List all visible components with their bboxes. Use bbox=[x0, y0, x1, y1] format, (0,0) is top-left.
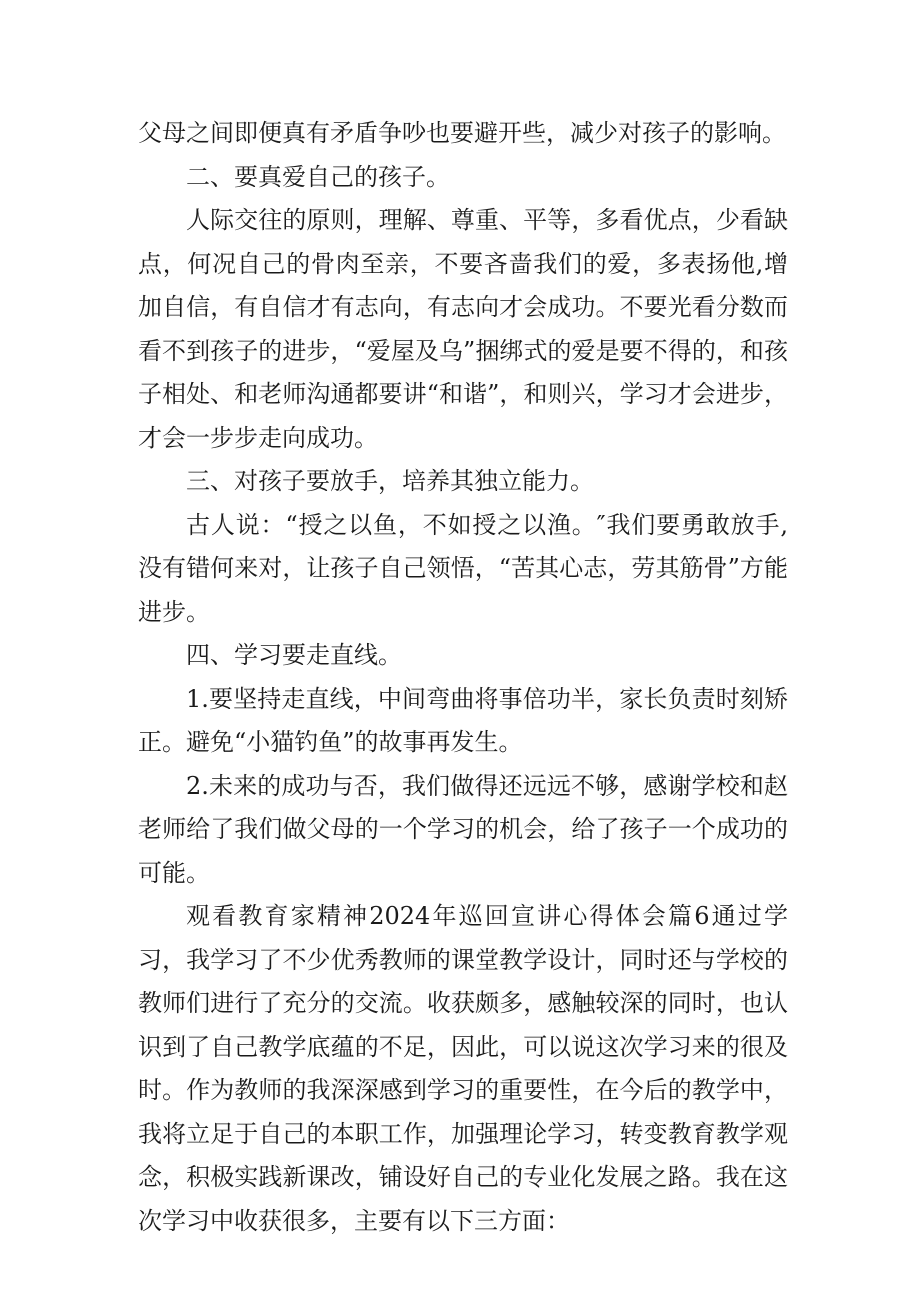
paragraph-section-2: 人际交往的原则，理解、尊重、平等，多看优点，少看缺点，何况自己的骨肉至亲，不要吝啬我们的爱，多表扬他,增加自信，有自信才有志向，有志向才会成功。不要光看分数而看不到孩子的进步，“爱屋及乌”捆绑式的爱是要不得的，和孩子相处、和老师沟通都要讲“和谐”，和则兴，学习才会进步，才会一步步走向成功。 bbox=[138, 206, 788, 452]
heading-section-2: 二、要真爱自己的孩子。 bbox=[186, 162, 450, 191]
list-item-2: 2.未来的成功与否，我们做得还远远不够，感谢学校和赵老师给了我们做父母的一个学习的机会，给了孩子一个成功的可能。 bbox=[138, 771, 788, 887]
paragraph-section-3: 古人说：“授之以鱼，不如授之以渔。″我们要勇敢放手,没有错何来对，让孩子自己领悟，“苦其心志，劳其筋骨”方能进步。 bbox=[138, 510, 788, 626]
list-item-1: 1.要坚持走直线，中间弯曲将事倍功半，家长负责时刻矫正。避免“小猫钓鱼”的故事再发生。 bbox=[138, 684, 788, 756]
document-body bbox=[138, 112, 788, 1243]
paragraph-closing-line: 父母之间即便真有矛盾争吵也要避开些，减少对孩子的影响。 bbox=[138, 119, 786, 147]
heading-section-4: 四、学习要走直线。 bbox=[186, 641, 402, 669]
heading-section-3: 三、对孩子要放手，培养其独立能力。 bbox=[186, 467, 594, 495]
paragraph-article-6: 观看教育家精神2024年巡回宣讲心得体会篇6通过学习，我学习了不少优秀教师的课堂教学设计，同时还与学校的教师们进行了充分的交流。收获颇多，感触较深的同时，也认识到了自己教学底蕴的不足，因此，可以说这次学习来的很及时。作为教师的我深深感到学习的重要性，在今后的教学中，我将立足于自己的本职工作，加强理论学习，转变教育教学观念，积极实践新课改，铺设好自己的专业化发展之路。我在这次学习中收获很多，主要有以下三方面： bbox=[138, 902, 788, 1235]
